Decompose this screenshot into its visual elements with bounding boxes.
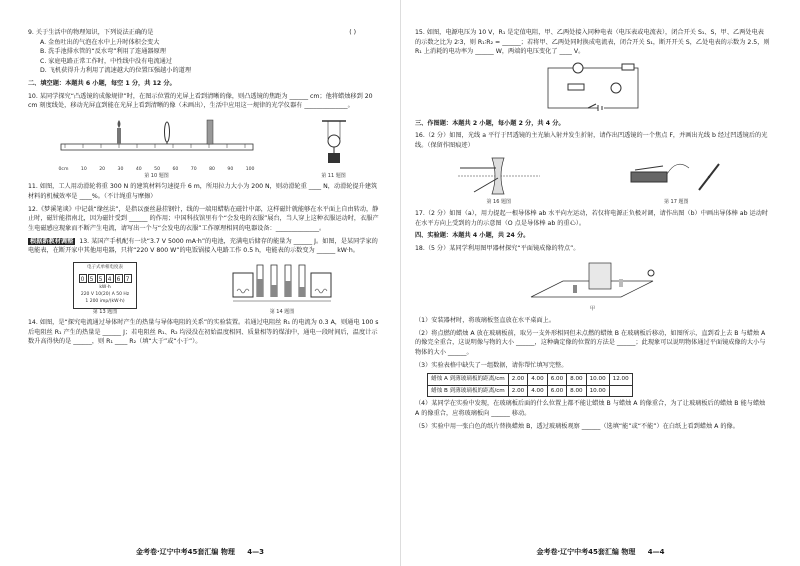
footer-title: 金考卷·辽宁中考45套汇编 物理 xyxy=(536,548,636,557)
figure-10-caption: 第 10 题图 xyxy=(144,172,169,179)
figure-14 xyxy=(227,259,337,317)
meter-digit: 6 xyxy=(115,274,123,283)
figure-18-caption: 甲 xyxy=(589,306,595,313)
q9-option-b: B. 洗手池排水管的“反水弯”利用了连通器原理 xyxy=(40,48,166,56)
figure-16-caption: 第 16 题图 xyxy=(486,199,512,206)
conductor-rod-diagram xyxy=(621,154,731,196)
figure-16 xyxy=(454,154,544,208)
section-2-heading: 二、填空题：本题共 6 小题，每空 1 分，共 12 分。 xyxy=(28,80,176,88)
mirror-experiment-figure xyxy=(523,257,663,315)
q18-part-4: （4）某同学在实验中发现，在玻璃板后面的什么位置上都不能让蜡烛 B 与蜡烛 A 的像重合，为了让玻璃板后的蜡烛 B 能与蜡烛 A 的像重合，应将玻璃板向 ______ 移动。 xyxy=(415,400,766,418)
figure-11-caption: 第 11 题图 xyxy=(321,172,346,179)
meter-spec-1: 220 V 10(20) A 50 Hz xyxy=(80,291,130,297)
question-13-text: 13. 某国产手机配有一块“3.7 V 5000 mA·h”的电池，充满电后储存的能量为 ______ J。如图，是某同学家的电能表，在断开家中其他用电器，只将“220 V 800 W”的电饭锅接入电路工作 0.5 h，电能表的示数变为 ______ kW·h。 xyxy=(28,237,378,255)
tick-label: 80 xyxy=(209,166,215,172)
figure-15 xyxy=(415,60,770,116)
table-cell: 2.00 xyxy=(508,385,527,397)
meter-title: 电子式单相电度表 xyxy=(87,264,123,270)
q9-option-a: A. 金鱼吐出的气泡在水中上升时体积会变大 xyxy=(40,38,160,46)
data-table xyxy=(427,373,633,397)
q9-answer-paren: ( ) xyxy=(349,29,356,36)
section-4-heading: 四、实验题：本题共 4 小题，共 24 分。 xyxy=(415,232,530,240)
table-cell: 4.00 xyxy=(528,385,547,397)
concave-lens-diagram xyxy=(454,154,544,196)
footer-title: 金考卷·辽宁中考45套汇编 物理 xyxy=(135,548,235,557)
tick-label: 70 xyxy=(190,166,197,172)
ruler-labels xyxy=(59,166,255,173)
question-9 xyxy=(28,28,382,76)
meter-digits xyxy=(76,274,134,283)
tick-label: 30 xyxy=(117,166,124,172)
table-cell xyxy=(609,385,632,397)
question-12: 12.《梦溪笔谈》中记载“缘丝法”，是指以蚕丝悬挂钢针，线的一端用蜡粘在磁针中部，这样磁针就能够在水平面上自由转动，静止时，磁针能指南北，因为磁针受到 ______ 的作用；中国科技馆里有个“会发电的衣服”展台，当人穿上这种衣服运动时，衣服产生电磁感应现象而不断产生电流，请写出一个与“会发电的衣服”工作原理相同的电器设备：______________。 xyxy=(28,205,379,232)
question-15: 15. 如图，电源电压为 10 V，R₁ 是定值电阻，甲、乙两处接入同种电表（电压表或电流表），闭合开关 S₁、S，甲、乙两处电表的示数之比为 2∶3，则 R₁∶R₂ = ______；若将甲、乙两处同时换成电流表，闭合开关 S₁，断开开关 S，乙处电表的示数为 2.5，则 R₁ 上消耗的电功率为 ______ W，两端的电压变化了 ____ V。 xyxy=(415,29,770,56)
figure-13-caption: 第 13 题图 xyxy=(92,308,118,315)
tick-label: 40 xyxy=(135,166,142,172)
table-cell: 6.00 xyxy=(547,385,566,397)
tick-label: 100 xyxy=(245,166,255,172)
q18-part-2: （2）将点燃的蜡烛 A 放在玻璃板前，取另一支外形相同但未点燃的蜡烛 B 在玻璃板后移动，如图所示，直到看上去 B 与蜡烛 A 的像完全重合，这说明像与物的大小 ______，这种确定像的位置的方法是 ______；此现象可以说明物体通过平面镜成像的大小与物体的大小 ______。 xyxy=(415,329,766,356)
question-17: 17.（2 分）如图（a），用力提起一根导体棒 ab 水平向左运动，若仅将电源正负极对调，请作出图（b）中画出导体棒 ab 运动时在水平方向上受到的力的示意图（O 点是导体棒 ab 的重心）。 xyxy=(415,210,769,227)
meter-digit: 4 xyxy=(106,274,114,283)
tick-label: 10 xyxy=(80,166,87,172)
question-13 xyxy=(28,237,382,256)
q18-part-1: （1）安装器材时，将玻璃板竖直放在水平桌面上。 xyxy=(415,317,556,325)
plane-mirror-diagram xyxy=(523,257,663,303)
figures-10-11 xyxy=(28,114,382,181)
figure-18 xyxy=(415,257,770,315)
question-14: 14. 如图，是“探究电流通过导体时产生的热量与导体电阻的关系”的实验装置。若通过电阻丝 R₁ 的电流为 0.3 A，则通电 100 s 后电阻丝 R₁ 产生的热量是 ______ J；若电阻丝 R₁、R₂ 均浸没在初始温度相同、质量相等的煤油中，通电一段时间后，温度计示数升高得快的是 ______，则 R₁ ____ R₂（填“大于”或“小于”）。 xyxy=(28,319,379,346)
row-label: 蜡烛 A 到薄玻璃板的距离/cm xyxy=(428,374,509,386)
row-label: 蜡烛 B 到薄玻璃板的距离/cm xyxy=(428,385,509,397)
table-cell: 4.00 xyxy=(528,374,547,386)
heating-experiment-diagram xyxy=(227,259,337,305)
meter-digit: 0 xyxy=(79,274,87,283)
table-cell: 8.00 xyxy=(567,385,586,397)
q9-stem: 9. 关于生活中的物理知识，下列说法正确的是 xyxy=(28,29,154,36)
page-number: 4—4 xyxy=(647,548,665,557)
figure-10 xyxy=(57,114,257,181)
figure-17 xyxy=(621,154,731,208)
table-cell: 2.00 xyxy=(508,374,527,386)
figure-13 xyxy=(73,262,137,317)
electric-meter xyxy=(73,262,137,309)
meter-digit: 7 xyxy=(124,274,132,283)
question-16: 16.（2 分）如图，光线 a 平行于凹透镜的主光轴入射并发生折射，请作出凹透镜的一个焦点 F，并画出光线 b 经过凹透镜后的光线。（保留作图痕迹） xyxy=(415,132,768,150)
figures-13-14 xyxy=(28,259,382,317)
table-cell: 6.00 xyxy=(547,374,566,386)
figure-14-caption: 第 14 题图 xyxy=(269,308,295,315)
right-page xyxy=(400,0,800,566)
q18-part-3: （3）实验表格中缺失了一组数据，请你帮忙填写完整。 xyxy=(415,361,568,369)
table-cell: 10.00 xyxy=(586,374,609,386)
meter-unit: kW·h xyxy=(99,284,111,290)
right-column xyxy=(415,28,770,434)
tick-label: 60 xyxy=(172,166,179,172)
q18-part-5: （5）实验中用一张白色的纸片替换蜡烛 B，透过玻璃板观察 ______（选填“能”或“不能”）在白纸上看到蜡烛 A 的像。 xyxy=(415,422,739,430)
section-3-heading: 三、作图题：本题共 2 小题，每小题 2 分，共 4 分。 xyxy=(415,119,565,127)
right-footer xyxy=(401,547,800,558)
optical-bench-diagram xyxy=(57,114,257,162)
new-textbook-tag: 根据新教材调整 xyxy=(30,237,74,245)
q9-option-c: C. 家庭电路正常工作时，中性线中没有电流通过 xyxy=(40,57,173,65)
tick-label: 90 xyxy=(227,166,234,172)
figure-17-caption: 第 17 题图 xyxy=(663,199,689,206)
meter-spec-2: 1 200 imp/(kW·h) xyxy=(85,298,125,304)
table-cell: 8.00 xyxy=(567,374,586,386)
table-cell: 12.00 xyxy=(609,374,632,386)
question-18: 18.（5 分）某同学利用图甲器材探究“平面镜成像的特点”。 xyxy=(415,244,580,252)
left-column xyxy=(28,28,382,350)
page-number: 4—3 xyxy=(247,548,265,557)
question-10: 10. 某同学探究“凸透镜的成像规律”时，在图示位置的光屏上看到清晰的像，则凸透镜的焦距为 ______ cm；他将蜡烛移到 20 cm 刻度线处，移动光屏直到能在光屏上看到清晰的像（未画出），生活中应用这一规律的光学仪器有 ______________。 xyxy=(28,92,373,110)
left-footer xyxy=(0,547,400,558)
table-cell: 10.00 xyxy=(586,385,609,397)
figures-16-17 xyxy=(415,154,770,208)
q9-option-d: D. 飞机获得升力利用了流速越大的位置压强越小的道理 xyxy=(40,67,192,75)
table-row xyxy=(428,385,633,397)
circuit-diagram xyxy=(538,60,648,116)
meter-digit: 5 xyxy=(88,274,96,283)
tick-label: 20 xyxy=(99,166,106,172)
table-row xyxy=(428,374,633,386)
figure-11 xyxy=(314,117,354,181)
tick-label: 50 xyxy=(154,166,160,172)
question-11: 11. 如图，工人用动滑轮将重 300 N 的建筑材料匀速提升 6 m，所用拉力大小为 200 N，则动滑轮重 ____ N，动滑轮提升建筑材料的机械效率是 ____%。（不计绳重与摩擦） xyxy=(28,183,378,201)
pulley-diagram xyxy=(314,117,354,169)
meter-digit: 5 xyxy=(97,274,105,283)
tick-label: 0cm xyxy=(58,166,69,172)
